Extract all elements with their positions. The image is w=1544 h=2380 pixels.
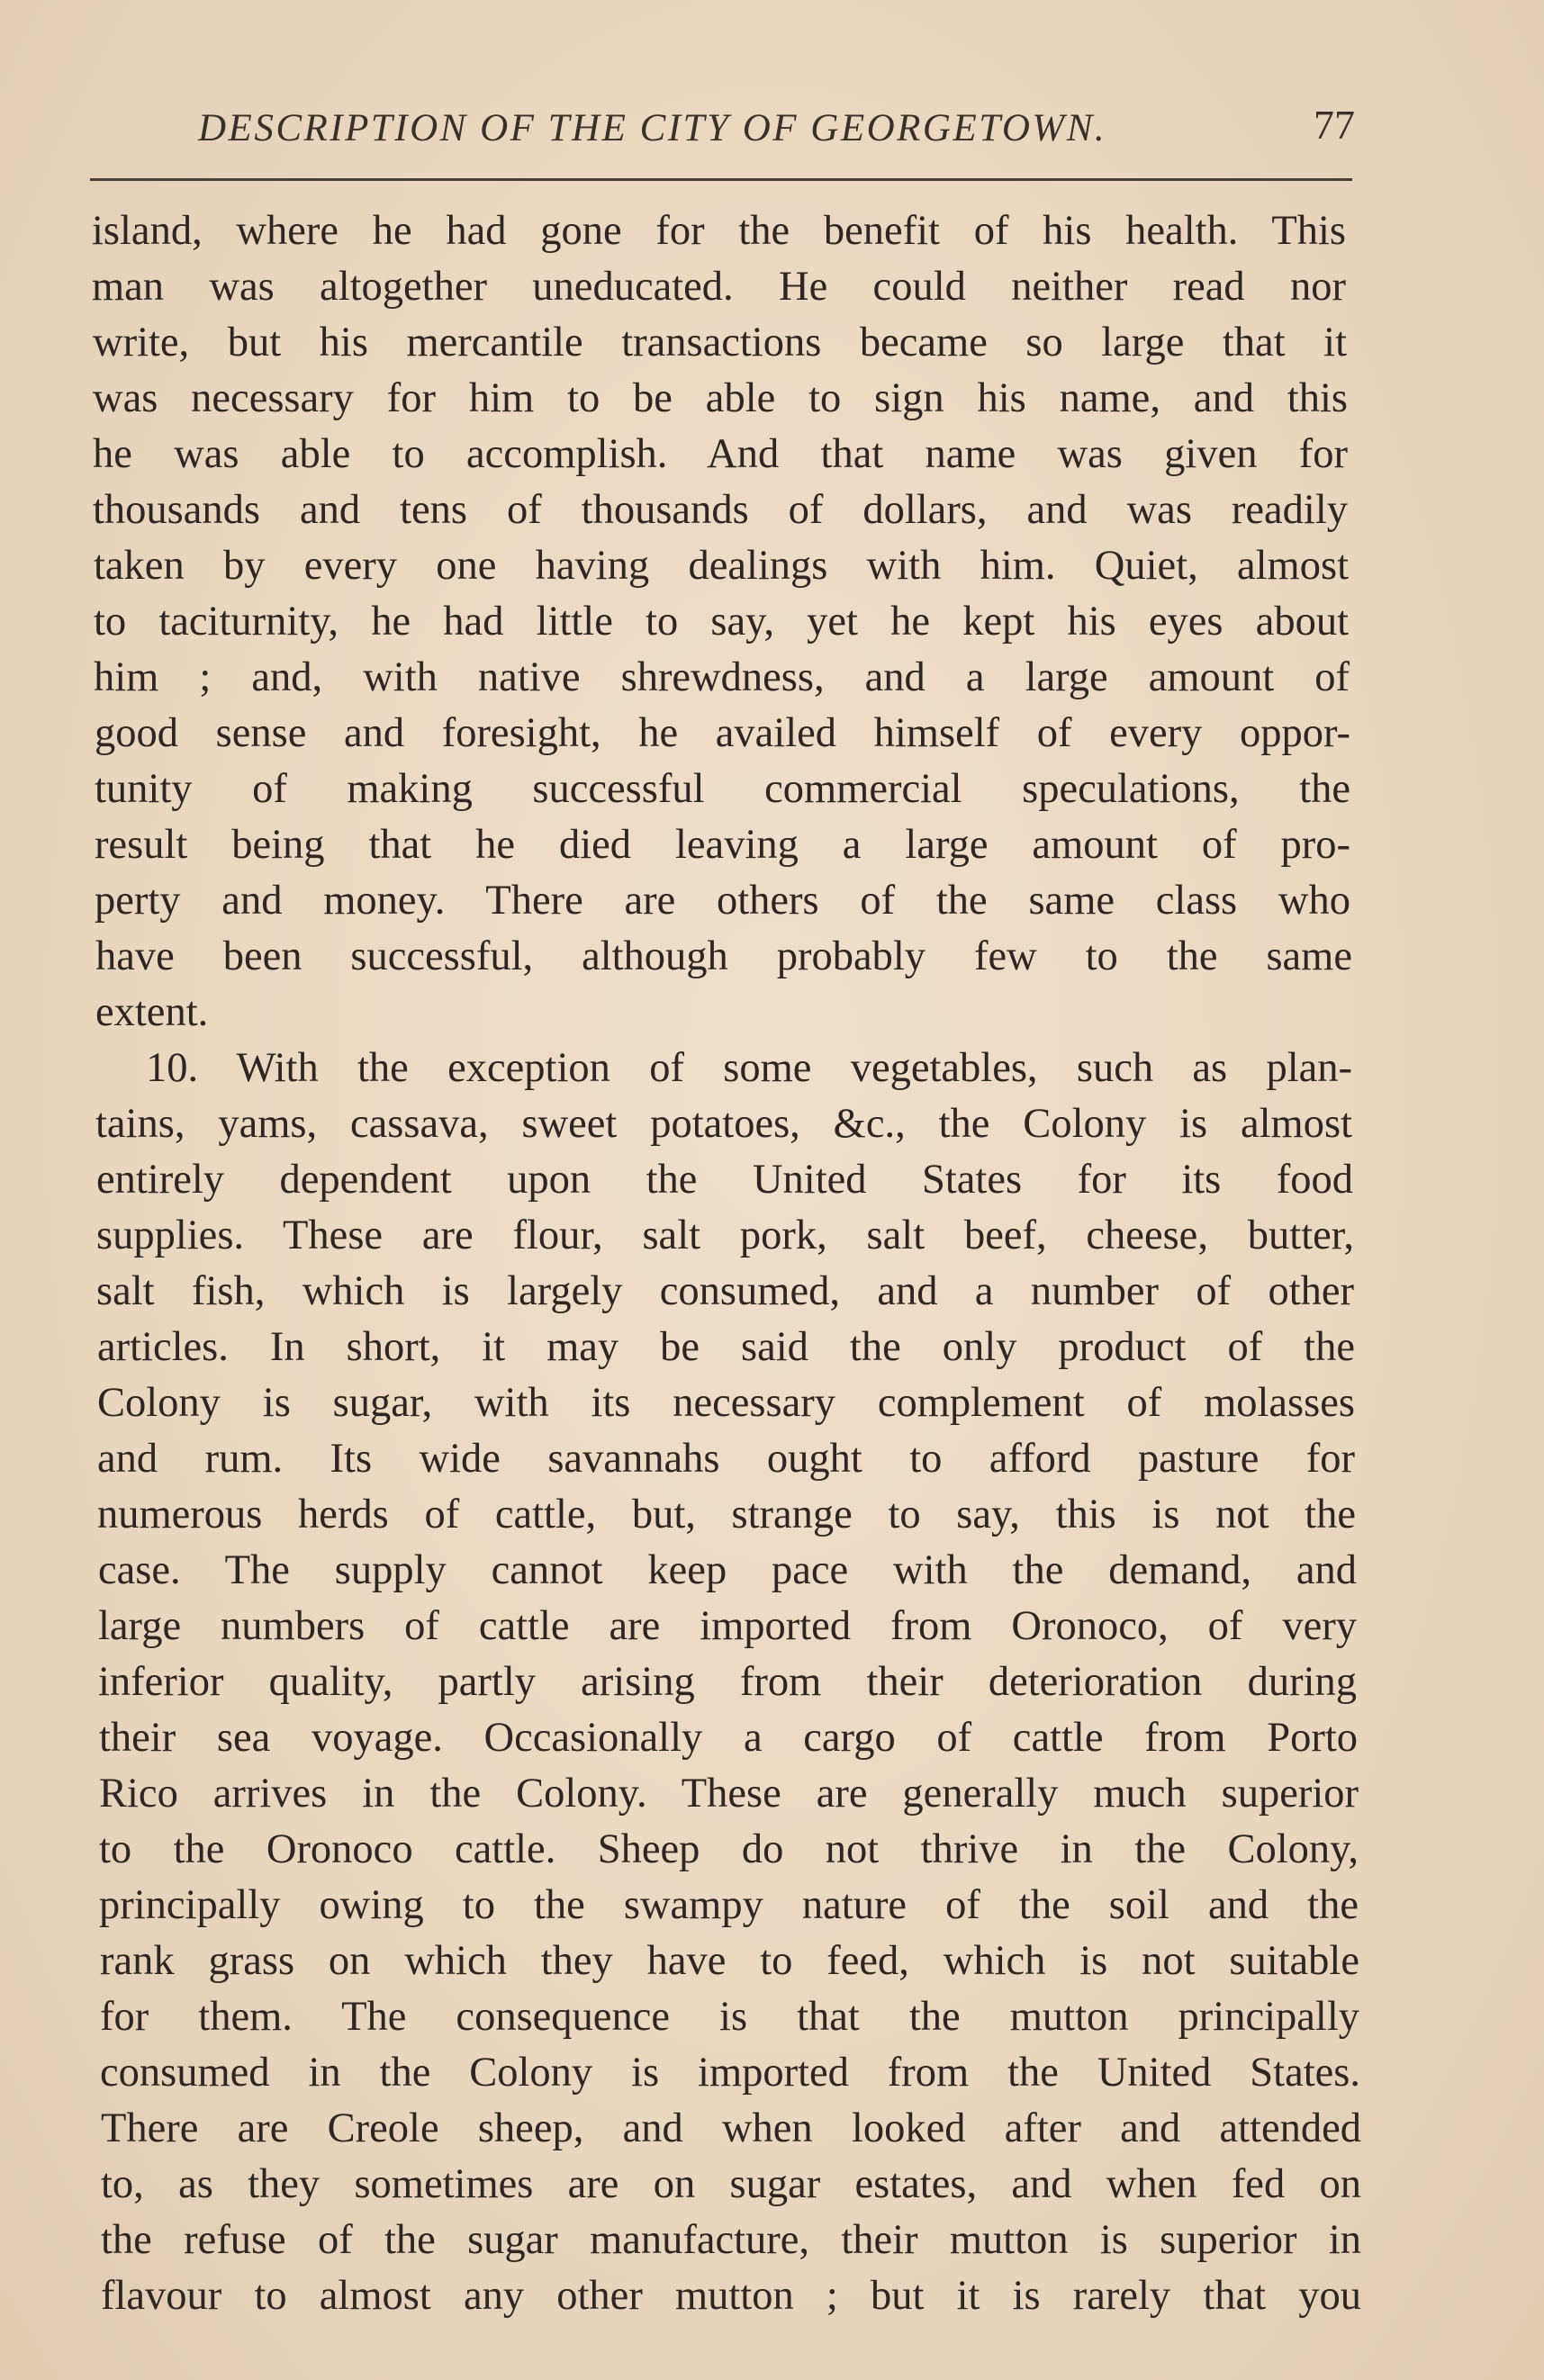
text-line: extent. <box>95 989 209 1035</box>
text-line: inferior quality, partly arising from their deterioration during <box>98 1659 1357 1705</box>
text-line: Rico arrives in the Colony. These are generally much superior <box>99 1771 1359 1817</box>
page-number: 77 <box>1314 102 1355 148</box>
text-line: rank grass on which they have to feed, which is not suitable <box>100 1938 1359 1984</box>
text-line: man was altogether uneducated. He could neither read nor <box>92 264 1346 310</box>
running-head: DESCRIPTION OF THE CITY OF GEORGETOWN. <box>198 107 1107 149</box>
text-line: large numbers of cattle are imported from Oronoco, of very <box>98 1603 1357 1649</box>
header-rule <box>90 178 1352 181</box>
text-line: write, but his mercantile transactions became so large that it <box>93 320 1347 365</box>
text-line: thousands and tens of thousands of dollars, and was readily <box>93 487 1348 533</box>
text-line: island, where he had gone for the benefit of his health. This <box>92 208 1346 254</box>
text-line: Colony is sugar, with its necessary complement of molasses <box>97 1380 1355 1426</box>
text-line: their sea voyage. Occasionally a cargo of cattle from Porto <box>99 1715 1358 1761</box>
text-line: taken by every one having dealings with him. Quiet, almost <box>94 543 1349 589</box>
text-line: principally owing to the swampy nature of the soil and the <box>99 1882 1359 1928</box>
text-line: the refuse of the sugar manufacture, their mutton is superior in <box>101 2217 1361 2263</box>
text-line: was necessary for him to be able to sign his name, and this <box>93 375 1348 421</box>
page-header <box>90 97 1355 169</box>
text-line: he was able to accomplish. And that name was given for <box>93 431 1348 477</box>
text-line: to taciturnity, he had little to say, yet he kept his eyes about <box>94 599 1349 645</box>
text-line: for them. The consequence is that the mutton principally <box>100 1994 1359 2040</box>
text-line: to, as they sometimes are on sugar estates, and when fed on <box>101 2161 1361 2207</box>
text-line: and rum. Its wide savannahs ought to afford pasture for <box>97 1436 1355 1482</box>
text-line: consumed in the Colony is imported from the United States. <box>100 2050 1360 2096</box>
text-line: There are Creole sheep, and when looked after and attended <box>101 2105 1361 2151</box>
body-text <box>92 203 1388 2324</box>
text-line: tains, yams, cassava, sweet potatoes, &c., the Colony is almost <box>95 1101 1352 1147</box>
text-line: have been successful, although probably few to the same <box>95 933 1352 979</box>
text-line: tunity of making successful commercial speculations, the <box>95 766 1350 812</box>
text-line: case. The supply cannot keep pace with the demand, and <box>98 1547 1357 1593</box>
text-line: good sense and foresight, he availed himself of every oppor- <box>95 710 1350 756</box>
text-line: 10. With the exception of some vegetables, such as plan- <box>146 1045 1352 1091</box>
text-line: salt fish, which is largely consumed, and a number of other <box>96 1268 1354 1314</box>
text-line: him ; and, with native shrewdness, and a large amount of <box>94 654 1350 700</box>
text-line: supplies. These are flour, salt pork, salt beef, cheese, butter, <box>96 1213 1354 1258</box>
text-line: articles. In short, it may be said the only product of the <box>97 1324 1355 1370</box>
text-line: flavour to almost any other mutton ; but it is rarely that you <box>101 2273 1361 2319</box>
text-line: entirely dependent upon the United States for its food <box>96 1157 1353 1203</box>
text-line: result being that he died leaving a large amount of pro- <box>95 822 1350 868</box>
text-line: numerous herds of cattle, but, strange to say, this is not the <box>97 1492 1356 1537</box>
text-line: perty and money. There are others of the same class who <box>95 878 1350 924</box>
text-line: to the Oronoco cattle. Sheep do not thrive in the Colony, <box>99 1826 1359 1872</box>
